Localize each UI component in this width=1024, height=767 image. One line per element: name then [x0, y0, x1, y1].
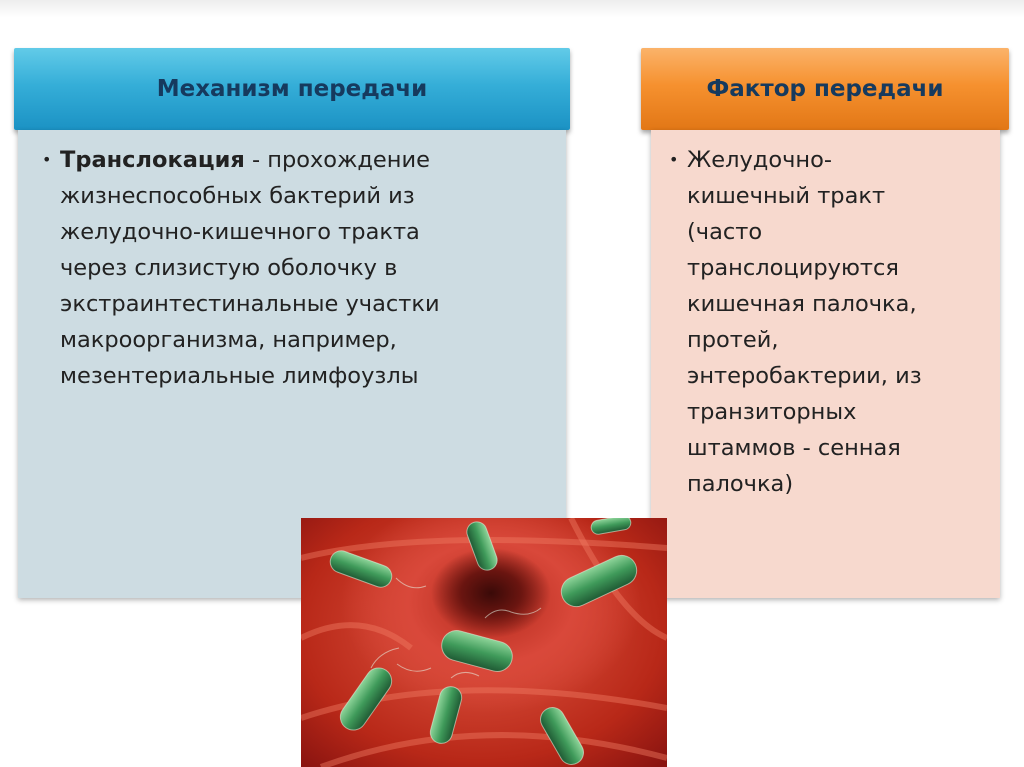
mechanism-line-5: макроорганизма, например, — [60, 327, 397, 353]
bacterium — [464, 519, 500, 573]
bacteria-in-intestine-illustration — [301, 518, 667, 767]
mechanism-header — [14, 48, 570, 130]
factor-line-0: Желудочно- — [687, 147, 832, 173]
bacterium — [590, 518, 632, 535]
factor-header — [641, 48, 1009, 130]
factor-line-2: (часто — [687, 219, 763, 245]
slide-top-edge — [0, 0, 1024, 18]
mechanism-text — [42, 142, 562, 394]
factor-body — [651, 130, 1000, 598]
mechanism-header-title: Механизм передачи — [156, 76, 428, 102]
mechanism-line-6: мезентериальные лимфоузлы — [60, 363, 419, 389]
factor-line-3: транслоцируются — [687, 255, 899, 281]
mechanism-line-3: через слизистую оболочку в — [60, 255, 398, 281]
factor-line-4: кишечная палочка, — [687, 291, 917, 317]
factor-text — [669, 142, 999, 502]
mechanism-line-1: жизнеспособных бактерий из — [60, 183, 415, 209]
bullet-icon: • — [669, 150, 679, 169]
term-translocation: Транслокация — [60, 147, 245, 173]
factor-header-title: Фактор передачи — [706, 76, 944, 102]
mechanism-line-0: - прохождение — [244, 147, 430, 173]
bacteria-illustration-svg — [301, 518, 667, 767]
factor-line-8: штаммов - сенная — [687, 435, 901, 461]
bullet-icon: • — [42, 150, 52, 169]
mechanism-line-4: экстраинтестинальные участки — [60, 291, 440, 317]
factor-line-7: транзиторных — [687, 399, 857, 425]
mechanism-line-2: желудочно-кишечного тракта — [60, 219, 420, 245]
factor-line-9: палочка) — [687, 471, 794, 497]
factor-line-6: энтеробактерии, из — [687, 363, 922, 389]
factor-line-1: кишечный тракт — [687, 183, 886, 209]
bacterium — [556, 551, 641, 612]
bacterium — [327, 548, 395, 591]
factor-line-5: протей, — [687, 327, 779, 353]
bacterium — [438, 627, 515, 675]
